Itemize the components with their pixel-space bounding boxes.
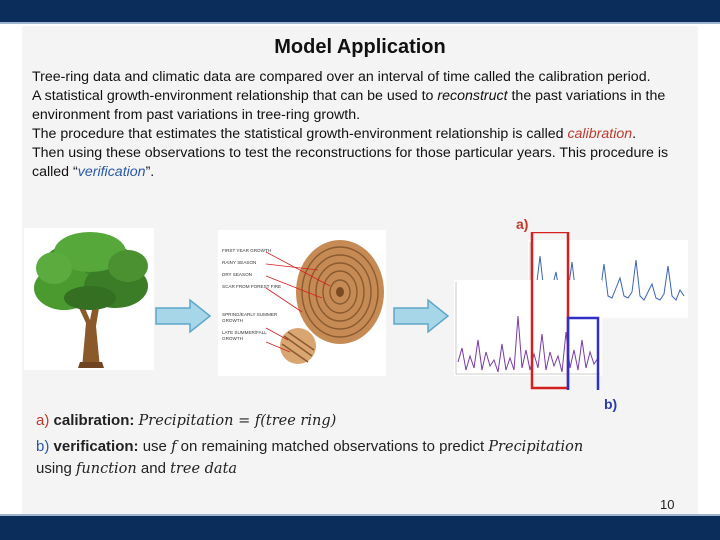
f-symbol: f: [171, 439, 177, 455]
box-label-b: b): [604, 396, 618, 412]
p2-text-2: the past variations in the environment from past variations in tree-ring growth.: [32, 88, 666, 123]
paragraph-calibration-period: Tree-ring data and climatic data are compared over an interval of time called the calibration period.: [32, 69, 651, 85]
label-first-year-growth: FIRST YEAR GROWTH: [222, 248, 272, 253]
paragraph-procedure: [32, 125, 692, 144]
verification-term: verification: [77, 164, 146, 180]
verification-text: on remaining matched observations to predict: [176, 438, 489, 455]
p4-text-1: Then using these observations to test the reconstructions for those particular years. This procedure is called “: [32, 145, 669, 180]
climate-and-ring-time-series: [452, 232, 692, 390]
tree-data-symbol: tree data: [170, 461, 238, 477]
bullet-a-prefix: a): [36, 412, 54, 429]
paragraph-relationship: [32, 87, 692, 125]
label-late-summer-growth: LATE SUMMER/FALL GROWTH: [222, 330, 267, 341]
page-number: 10: [660, 497, 675, 512]
label-spring-growth: SPRING/EARLY SUMMER GROWTH: [222, 312, 278, 323]
p3-text-1: The procedure that estimates the statistical growth-environment relationship is called: [32, 126, 568, 142]
header-bar: [0, 0, 720, 22]
p4-text-2: ”.: [145, 164, 155, 180]
bullet-calibration: [36, 412, 336, 429]
and-text: and: [136, 460, 171, 477]
p2-text-1: A statistical growth-environment relationship that can be used to: [32, 88, 438, 104]
slide-body-text: [32, 68, 692, 182]
arrow-right-icon: [154, 296, 214, 336]
function-symbol: function: [76, 461, 137, 477]
arrow-right-icon: [392, 296, 452, 336]
use-text: use: [138, 438, 172, 455]
label-dry-season: DRY SEASON: [222, 272, 252, 277]
bullet-verification: [36, 438, 583, 455]
p3-text-2: .: [632, 126, 637, 142]
tree-illustration: [24, 228, 154, 370]
box-label-a: a): [516, 216, 529, 232]
paragraph-verification: [32, 144, 692, 182]
bullet-b-prefix: b): [36, 438, 54, 455]
using-text: using: [36, 460, 77, 477]
reconstruct-term: reconstruct: [437, 88, 508, 104]
slide-title: Model Application: [274, 36, 446, 58]
label-rainy-season: RAINY SEASON: [222, 260, 257, 265]
verification-label: verification:: [53, 438, 139, 455]
header-divider: [0, 22, 720, 24]
calibration-term: calibration: [567, 126, 633, 142]
calibration-formula: Precipitation = f(tree ring): [138, 413, 337, 429]
precipitation-symbol: Precipitation: [488, 439, 584, 455]
calibration-label: calibration:: [53, 412, 135, 429]
label-scar-forest-fire: SCAR FROM FOREST FIRE: [222, 284, 282, 289]
footer-bar: [0, 516, 720, 540]
tree-ring-diagram: [218, 230, 386, 376]
bullet-continuation: [36, 460, 237, 477]
